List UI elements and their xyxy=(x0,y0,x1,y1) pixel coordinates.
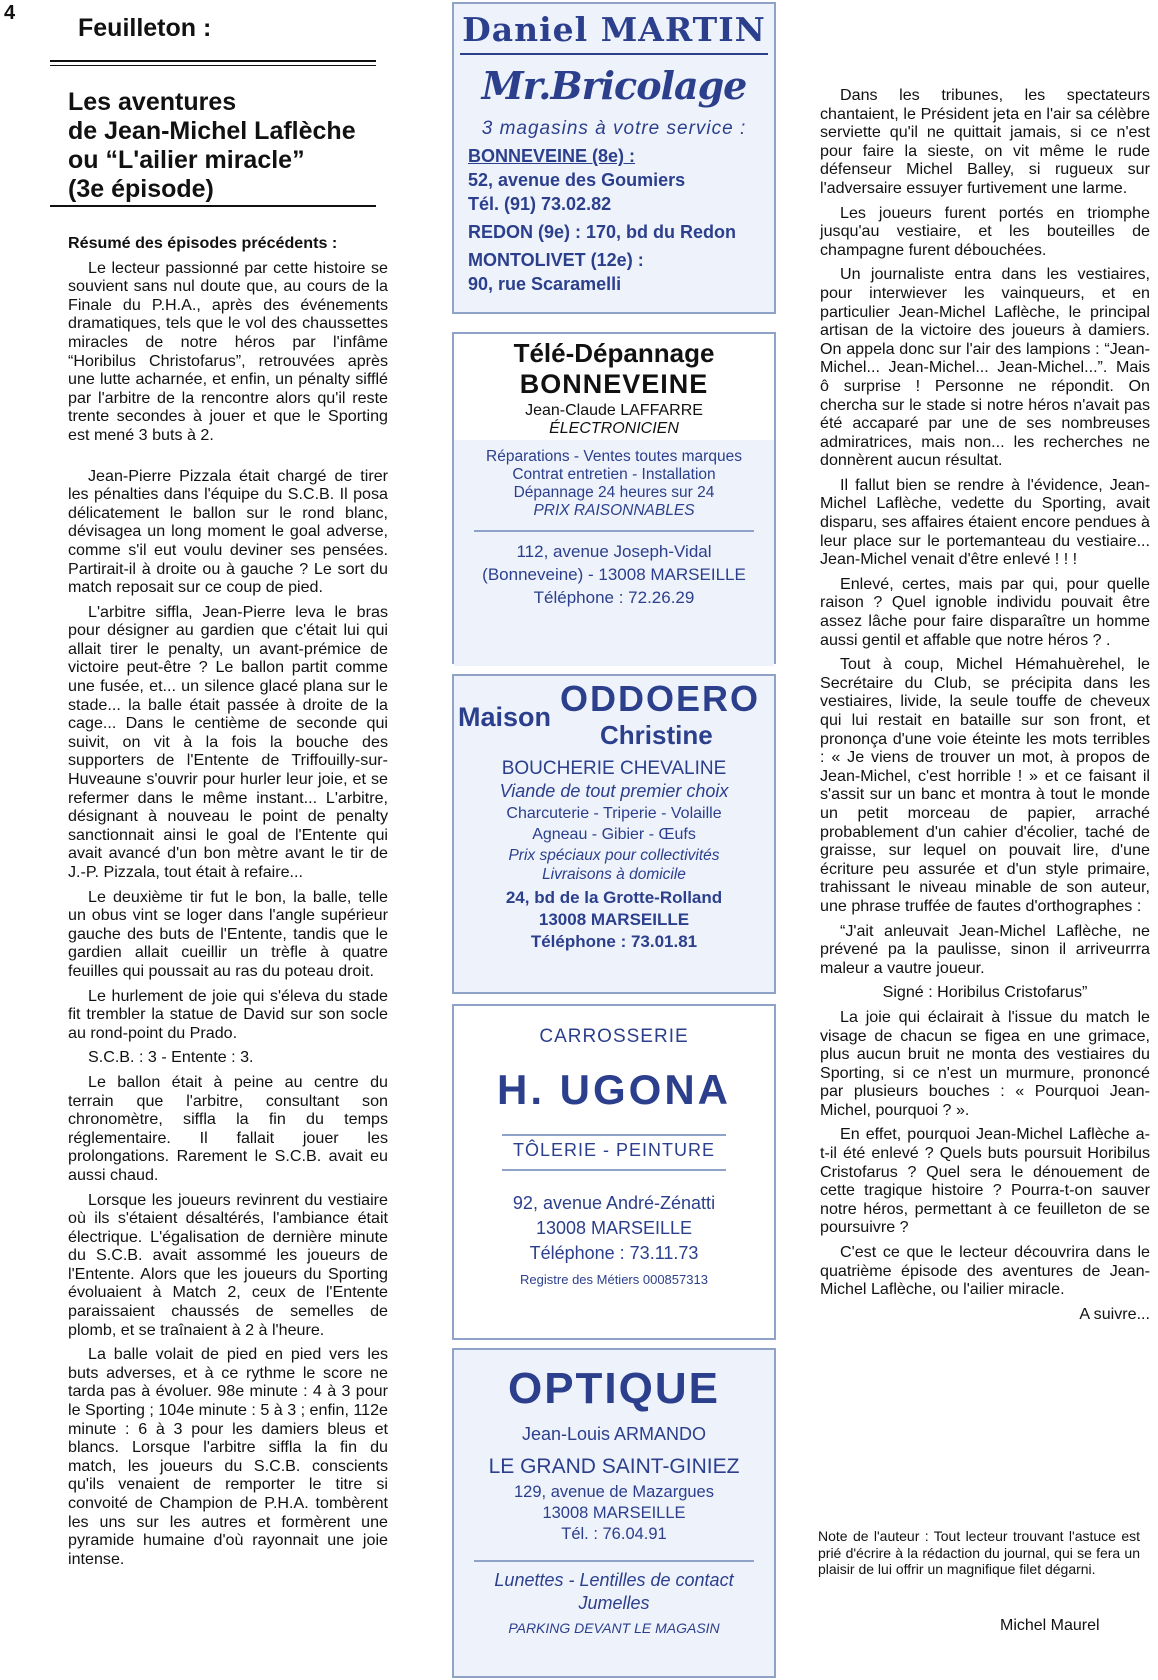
address-line: 129, avenue de Mazargues xyxy=(514,1483,714,1501)
slogan: Viande de tout premier choix xyxy=(499,781,729,801)
ad-name: OPTIQUE xyxy=(507,1364,721,1413)
paragraph: L'arbitre siffla, Jean-Pierre leva le bras pour désigner au gardien que c'était lui qui allait tirer le penalty, un avant-prémice de victoire peut-être ? Le ballon partit comme une fusée, et... un silence glacé plana sur le stade... la balle était passée à droite de la cage... Dans le centième de seconde qui suivit, on vit à la fois la bouche des supporters de l'Entente de Triffouilly-sur-Huveaune s'ouvrir pour hurler leur joie, et se refermer dans le même instant... L'arbitre, désignant à nouveau le point de penalty sanctionnait ainsi le goal de l'Entente qui avait avancé d'un bon mètre avant le tir de J.-P. Pizzala, tout était à refaire... xyxy=(68,602,388,881)
parking-note: PARKING DEVANT LE MAGASIN xyxy=(508,1620,720,1636)
paragraph: La balle volait de pied en pied vers les buts adverses, et à ce rythme le score ne tarda pas à évoluer. 98e minute : 4 à 3 pour le Sporting ; 104e minute : 5 à 3 ; enfin, 112e minute : 6 à 3 pour les damiers bleus et blancs. Lorsque l'arbitre siffla la fin du match, les joueurs du S.C.B. conscients qu'ils venaient de remporter le titre si convoité de Champion de P.H.A. tombèrent les uns sur les autres et formèrent une pyramide humaine d'où rayonnait une joie intense. xyxy=(68,1345,389,1568)
title-line: (3e épisode) xyxy=(68,175,214,203)
ad-mr-bricolage xyxy=(452,2,776,314)
divider xyxy=(50,60,376,62)
trade: BOUCHERIE CHEVALINE xyxy=(501,758,727,779)
ad-optique xyxy=(452,1348,776,1678)
paragraph: “J'ait anleuvait Jean-Michel Laflèche, ne prévené pa la paulisse, sinon il arriveurrra maleur a vautre joueur. xyxy=(820,921,1150,977)
phone: Téléphone : 72.26.29 xyxy=(533,588,695,607)
paragraph: Tout à coup, Michel Hémahuèrehel, le Secrétaire du Club, se précipita dans les vestiaires, livide, la seule touffe de cheveux qui lui restait en bataille sur son front, et prononça d'une voie éteinte les mots terribles : « Je viens de trouver un mot, à propos de Jean-Michel, c'est horrible ! » et ce faisant il s'assit sur un banc et montra à tout le monde un petit morceau de papier, arraché probablement d'un cahier d'écolier, taché de graisse, sur lequel on pouvait lire, d'une écriture peu assurée et d'un style primaire, trahissant le niveau minable de son auteur, une phrase truffée de fautes d'orthographes : xyxy=(820,655,1150,915)
divider xyxy=(50,65,376,66)
divider xyxy=(460,53,768,55)
product-line: Livraisons à domicile xyxy=(542,866,686,883)
store-name: REDON (9e) : 170, bd du Redon xyxy=(468,222,737,242)
article-title xyxy=(68,88,408,204)
product-line: Charcuterie - Triperie - Volaille xyxy=(506,805,722,822)
service-line: Dépannage 24 heures sur 24 xyxy=(513,484,715,501)
address-line: (Bonneveine) - 13008 MARSEILLE xyxy=(482,565,746,584)
paragraph: Jean-Pierre Pizzala était chargé de tirer les pénalties dans l'équipe du S.C.B. Il posa délicatement le ballon sur le rond blanc, dévisagea un long moment le goal adverse, comme s'il eut voulu deviner ses pensées. Partirait-il à droite ou à gauche ? Le sort du match reposait sur ce coup de pied. xyxy=(68,466,388,597)
ad-tele-depannage xyxy=(452,332,776,664)
divider xyxy=(502,1169,726,1171)
product-line: Agneau - Gibier - Œufs xyxy=(532,826,696,843)
trade: CARROSSERIE xyxy=(539,1026,689,1047)
product-line: Lunettes - Lentilles de contact xyxy=(494,1570,734,1590)
divider xyxy=(50,205,376,207)
store-phone: Tél. (91) 73.02.82 xyxy=(468,194,612,214)
paragraph: Le lecteur passionné par cette histoire se souvient sans nul doute que, au cours de la Finale du P.H.A., après des événements dramatiques, tels que le vol des chaussettes miracles de notre héros par l'infâme “Horibilus Christofarus”, retrouvées après une lutte acharnée, et enfin, un pénalty sifflé par l'arbitre de la rencontre alors qu'il reste trente secondes à jouer et que le Sporting est mené 3 buts à 2. xyxy=(68,258,388,444)
address-line: 24, bd de la Grotte-Rolland xyxy=(505,888,723,907)
article-column-3 xyxy=(820,86,1150,1329)
divider xyxy=(474,1560,754,1562)
trade: ÉLECTRONICIEN xyxy=(549,420,679,437)
first-name: Christine xyxy=(600,720,713,750)
store-name: BONNEVEINE (8e) : xyxy=(468,146,636,166)
title-line: Les aventures xyxy=(68,88,237,116)
store-address: 90, rue Scaramelli xyxy=(468,274,622,294)
divider xyxy=(502,1134,726,1136)
paragraph: Le hurlement de joie qui s'éleva du stade fit trembler la statue de David sur son socle au rond-point du Prado. xyxy=(68,986,388,1042)
ad-title: BONNEVEINE xyxy=(519,369,709,399)
paragraph: Signé : Horibilus Cristofarus” xyxy=(882,983,1088,1002)
address-line: 112, avenue Joseph-Vidal xyxy=(516,542,712,561)
phone: Tél. : 76.04.91 xyxy=(561,1525,667,1543)
section-heading: Feuilleton : xyxy=(78,14,212,42)
shop-name: LE GRAND SAINT-GINIEZ xyxy=(488,1455,740,1478)
brand-logo: Mr.Bricolage xyxy=(481,63,747,108)
paragraph: Les joueurs furent portés en triomphe jusqu'au vestiaire, et les bouteilles de champagne furent débouchées. xyxy=(820,203,1150,259)
paragraph: Lorsque les joueurs revinrent du vestiaire où ils s'étaient désaltérés, l'ambiance était électrique. L'égalisation de dernière minute du S.C.B. avait assommé les joueurs de l'Entente. Alors que les joueurs du Sporting évoluaient à Match 2, ceux de l'Entente paraissaient chaussés de semelles de plomb, et se traînaient à 2 à l'heure. xyxy=(68,1190,388,1339)
to-be-continued: A suivre... xyxy=(1079,1304,1150,1323)
service-line: Réparations - Ventes toutes marques xyxy=(486,448,742,465)
paragraph: Dans les tribunes, les spectateurs chantaient, le Président jeta en l'air sa célèbre serviette qu'il ne quittait jamais, si ce n'est pour faire la sieste, on vit même le rude défenseur Michel Balley, si rugueux sur l'adversaire essuyer furtivement une larme. xyxy=(820,86,1150,197)
ad-name: ODDOERO xyxy=(560,678,761,719)
paragraph: Le ballon était à peine au centre du terrain que l'arbitre, consultant son chronomètre, siffla la fin du temps réglementaire. Il fallait jouer les prolongations. Rarement le S.C.B. avait eu aussi chaud. xyxy=(68,1072,388,1184)
address-line: 13008 MARSEILLE xyxy=(535,1218,693,1238)
store-name: MONTOLIVET (12e) : xyxy=(468,250,644,270)
tagline: 3 magasins à votre service : xyxy=(481,118,747,139)
maison-label: Maison xyxy=(458,702,552,732)
paragraph: Enlevé, certes, mais par qui, pour quelle raison ? Quel ignoble individu pouvait être assez lâche pour faire disparaître un homme aussi gentil et affable que notre héros ? . xyxy=(820,574,1150,649)
address-line: 92, avenue André-Zénatti xyxy=(512,1193,716,1213)
title-line: ou “L'ailier miracle” xyxy=(68,146,305,174)
phone: Téléphone : 73.01.81 xyxy=(530,932,698,951)
paragraph: S.C.B. : 3 - Entente : 3. xyxy=(88,1048,254,1067)
ad-name: Daniel MARTIN xyxy=(462,10,766,49)
owner-name: Jean-Claude LAFFARRE xyxy=(525,402,703,419)
service-line: PRIX RAISONNABLES xyxy=(533,502,695,519)
article-column-1 xyxy=(68,234,388,1574)
paragraph: C'est ce que le lecteur découvrira dans le quatrième épisode des aventures de Jean-Michel Laflèche, ou l'ailier miracle. xyxy=(820,1243,1150,1299)
ad-carrosserie-ugona xyxy=(452,1004,776,1340)
store-address: 52, avenue des Goumiers xyxy=(468,170,686,190)
product-line: Prix spéciaux pour collectivités xyxy=(508,847,720,864)
author-note xyxy=(818,1528,1140,1578)
paragraph: La joie qui éclairait à l'issue du match le visage de chacun se figea en une grimace, plus aucun bruit ne monta des vestiaires du Sporting, si ce n'est un murmure, prononcé par plusieurs bouches : « Pourquoi Jean-Michel, pourquoi ? ». xyxy=(820,1007,1150,1119)
paragraph: Un journaliste entra dans les vestiaires, pour interwiever les vainqueurs, et en particulier Jean-Michel Laflèche, le principal artisan de la victoire des joueurs à damiers. On appela donc sur l'air des lampions : “Jean-Michel... Jean-Michel... Jean-Michel...”. Mais ô surprise ! Personne ne répondit. On chercha sur le stade si notre héros n'avait pas été accaparé par une de ses nombreuses admiratrices, mais non... les recherches ne donnèrent aucun résultat. xyxy=(820,265,1150,470)
registry: Registre des Métiers 000857313 xyxy=(520,1272,708,1287)
paragraph: En effet, pourquoi Jean-Michel Laflèche a-t-il été enlevé ? Quels buts poursuit Horibilus Cristofarus ? Quel sera le dénouement de cette tragique histoire ? Pourra-t-on sauver notre héros, permettant à ce feuilleton de se poursuivre ? xyxy=(820,1125,1150,1237)
address-line: 13008 MARSEILLE xyxy=(542,1504,686,1522)
address-line: 13008 MARSEILLE xyxy=(538,910,690,929)
title-line: de Jean-Michel Laflèche xyxy=(68,117,356,145)
paragraph: Le deuxième tir fut le bon, la balle, telle un obus vint se loger dans l'angle supérieur gauche des buts de l'Entente, tandis que le gardien allait cueillir un trèfle à quatre feuilles qui poussait au ras du poteau droit. xyxy=(68,887,388,980)
phone: Téléphone : 73.11.73 xyxy=(529,1243,699,1263)
ad-name: H. UGONA xyxy=(497,1066,731,1113)
note-text: Note de l'auteur : Tout lecteur trouvant l'astuce est prié d'écrire à la rédaction du journal, qui se fera un plaisir de lui offrir un magnifique filet dégarni. xyxy=(818,1528,1140,1577)
service: TÔLERIE - PEINTURE xyxy=(512,1140,716,1160)
paragraph: Il fallut bien se rendre à l'évidence, Jean-Michel Laflèche, vedette du Sporting, avait disparu, ses affaires étaient encore pendues à leur place sur le portemanteau du vestiaire... Jean-Michel venait d'être enlevé ! ! ! xyxy=(820,475,1150,569)
ad-title: Télé-Dépannage xyxy=(513,338,715,368)
author-signature: Michel Maurel xyxy=(1000,1617,1100,1634)
product-line: Jumelles xyxy=(578,1593,650,1613)
page-number: 4 xyxy=(4,2,16,24)
divider xyxy=(474,530,754,532)
resume-heading: Résumé des épisodes précédents : xyxy=(68,234,338,252)
service-line: Contrat entretien - Installation xyxy=(512,466,716,483)
ad-oddoero xyxy=(452,674,776,994)
owner-name: Jean-Louis ARMANDO xyxy=(521,1424,707,1444)
